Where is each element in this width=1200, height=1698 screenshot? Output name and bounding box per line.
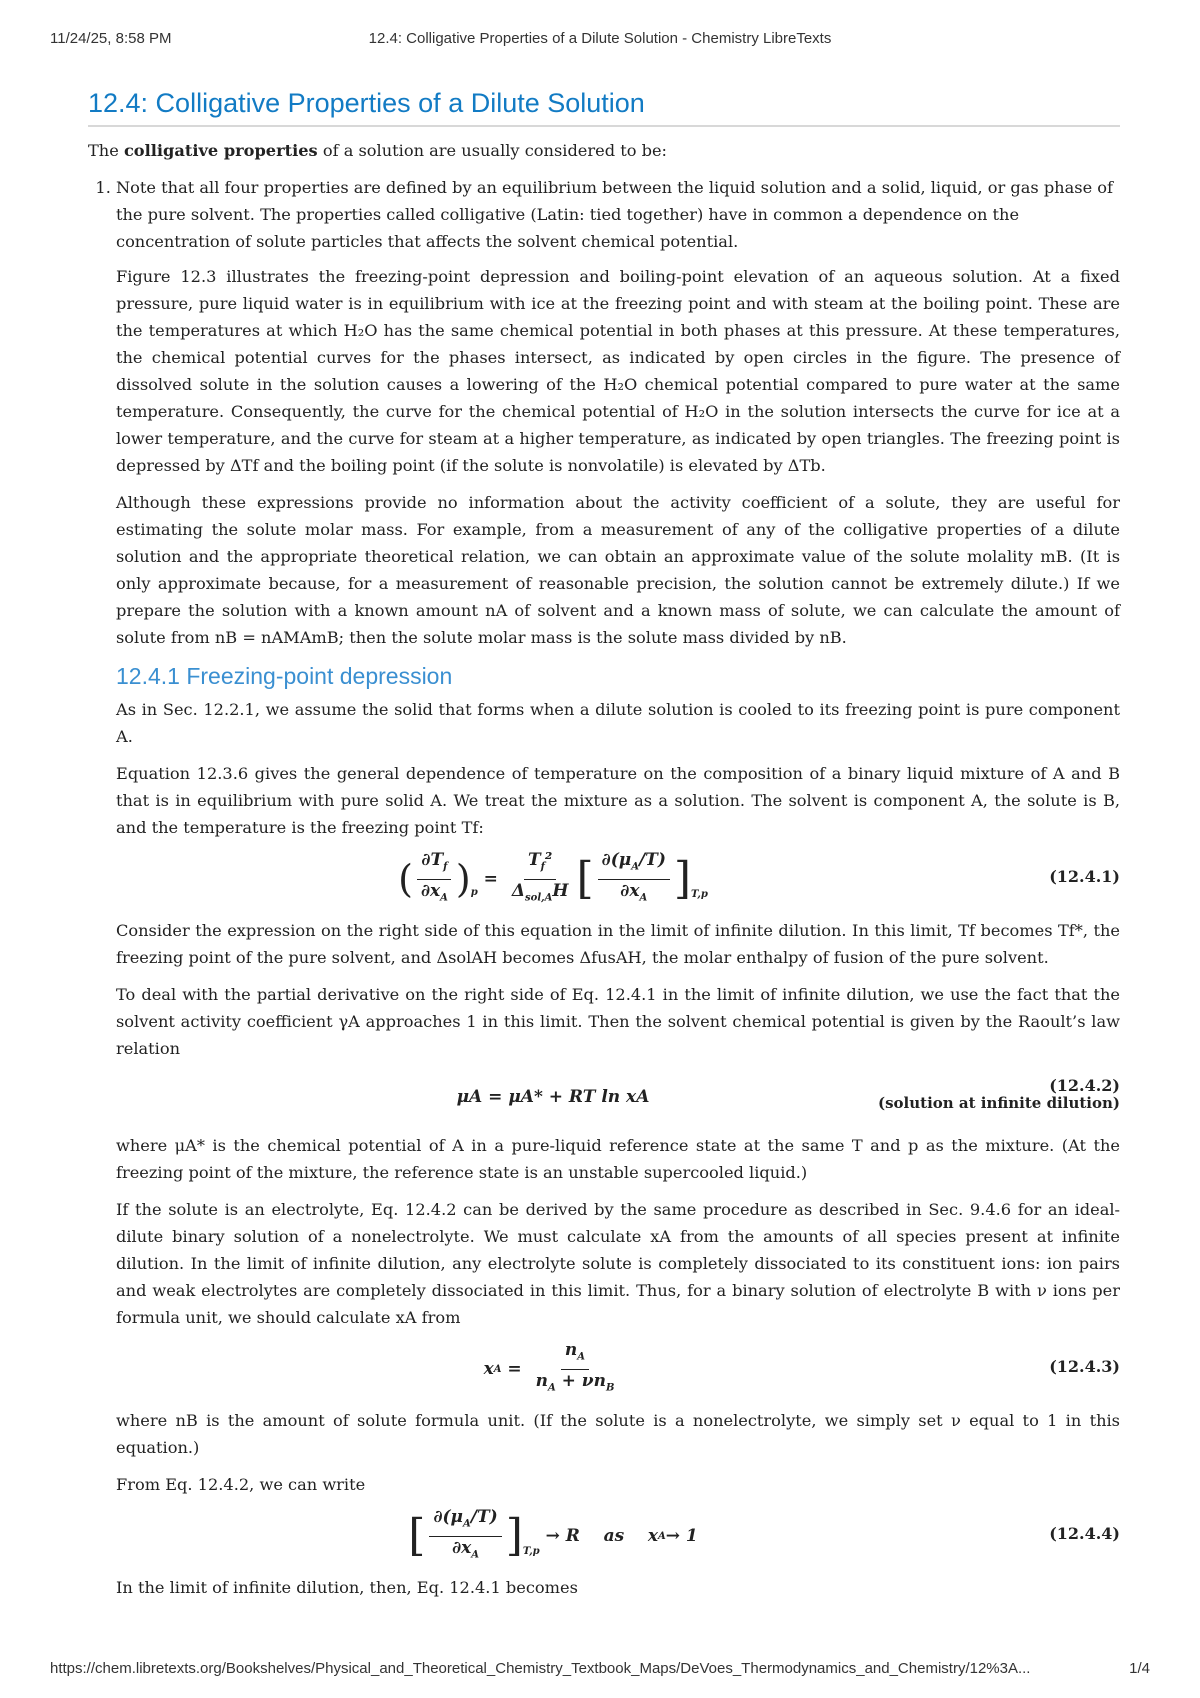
page-title: 12.4: Colligative Properties of a Dilute Solution xyxy=(88,88,1120,127)
properties-list xyxy=(88,174,1120,255)
equation-12-4-1 xyxy=(116,851,1120,907)
eq1-intro-paragraph: Equation 12.3.6 gives the general dependence of temperature on the composition of a binary liquid mixture of A and B that is in equilibrium with pure solid A. We treat the mixture as a solution. The solvent is component A, the solute is B, and the temperature is the freezing point Tf: xyxy=(116,764,1120,837)
equation-number: (12.4.3) xyxy=(1049,1357,1120,1376)
section-heading: 12.4.1 Freezing-point depression xyxy=(116,663,453,689)
print-url: https://chem.libretexts.org/Bookshelves/Physical_and_Theoretical_Chemistry_Textbook_Maps/DeVoes_Thermodynamics_and_Chemistry/12%3A... xyxy=(50,1660,1031,1677)
equation-body: [ $\frac{\partial(\mu_A/T)}{\partial x_A}$ ] $_{T,p}$ → R as x A → 1 xyxy=(408,1507,698,1561)
limit-paragraph: In the limit of infinite dilution, then, Eq. 12.4.1 becomes xyxy=(116,1578,578,1597)
equation-12-4-2 xyxy=(116,1072,1120,1122)
molar-mass-paragraph: Although these expressions provide no information about the activity coefficient of a solute, they are useful for estimating the solute molar mass. For example, from a measurement of any of the colligative properties of a dilute solution and the appropriate theoretical relation, we can obtain an approximate value of the solute molality mB. (It is only approximate because, for a measurement of reasonable precision, the solution cannot be extremely dilute.) If we prepare the solution with a known amount nA of solvent and a known mass of solute, we can calculate the amount of solute from nB = nAMAmB; then the solute molar mass is the solute mass divided by nB. xyxy=(116,493,1120,647)
equation-12-4-4 xyxy=(116,1508,1120,1564)
consider-paragraph: Consider the expression on the right side of this equation in the limit of infinite dilution. In this limit, Tf becomes Tf*, the freezing point of the pure solvent, and ΔsolAH becomes ΔfusAH, the molar enthalpy of fusion of the pure solvent. xyxy=(116,921,1120,967)
print-datetime: 11/24/25, 8:58 PM xyxy=(50,30,172,47)
list-item: 1. Note that all four properties are defined by an equilibrium between the liquid solution and a solid, liquid, or gas phase of the pure solvent. The properties called colligative (Latin: tied together) have in common a dependence on the concentration of solute particles that affects the solvent chemical potential. xyxy=(116,174,1120,255)
section-paragraph: As in Sec. 12.2.1, we assume the solid that forms when a dilute solution is cooled to its freezing point is pure component A. xyxy=(116,700,1120,746)
article-content xyxy=(88,88,1120,1611)
partial-derivative-paragraph: To deal with the partial derivative on the right side of Eq. 12.4.1 in the limit of infinite dilution, we use the fact that the solvent activity coefficient γA approaches 1 in this limit. Then the solvent chemical potential is given by the Raoult’s law relation xyxy=(116,985,1120,1058)
equation-12-4-3 xyxy=(116,1341,1120,1397)
print-footer xyxy=(50,1660,1150,1680)
electrolyte-paragraph: If the solute is an electrolyte, Eq. 12.4.2 can be derived by the same procedure as described in Sec. 9.4.6 for an ideal-dilute binary solution of a nonelectrolyte. We must calculate xA from the amounts of all species present at infinite dilution. In the limit of infinite dilution, any electrolyte solute is completely dissociated to its constituent ions: ion pairs and weak electrolytes are completely dissociated in this limit. Thus, for a binary solution of electrolyte B with ν ions per formula unit, we should calculate xA from xyxy=(116,1200,1120,1327)
where2-paragraph: where nB is the amount of solute formula unit. (If the solute is a nonelectrolyte, we simply set ν equal to 1 in this equation.) xyxy=(116,1411,1120,1457)
equation-body: x A = $\frac{n_A}{n_A + \nu n_B}$ xyxy=(483,1340,615,1393)
equation-number: (12.4.1) xyxy=(1049,867,1120,886)
equation-body: μA = μA* + RT ln xA xyxy=(456,1087,650,1107)
equation-number: (12.4.4) xyxy=(1049,1524,1120,1543)
from-paragraph: From Eq. 12.4.2, we can write xyxy=(116,1475,366,1494)
colligative-term: colligative properties xyxy=(123,141,318,160)
intro-paragraph: The colligative properties of a solution are usually considered to be: xyxy=(88,141,667,160)
equation-body: ( $\frac{\partial T_f}{\partial x_A}$ ) $_p$ = $\frac{T_f^2}{\Delta_{sol,A}H}$ [ $\frac{\partial(\mu_A/T)}{\partial x_A}$ ] $_{T,p}$ xyxy=(398,850,708,904)
figure-paragraph: Figure 12.3 illustrates the freezing-point depression and boiling-point elevation of an aqueous solution. At a fixed pressure, pure liquid water is in equilibrium with ice at the freezing point and with steam at the boiling point. These are the temperatures at which H₂O has the same chemical potential in both phases at this pressure. At these temperatures, the chemical potential curves for the phases intersect, as indicated by open circles in the figure. The presence of dissolved solute in the solution causes a lowering of the H₂O chemical potential compared to pure water at the same temperature. Consequently, the curve for the chemical potential of H₂O in the solution intersects the curve for ice at a lower temperature, and the curve for steam at a higher temperature, as indicated by open triangles. The freezing point is depressed by ΔTf and the boiling point (if the solute is nonvolatile) is elevated by ΔTb. xyxy=(116,267,1120,475)
equation-number: (12.4.2) xyxy=(1049,1076,1120,1095)
page-number: 1/4 xyxy=(1129,1660,1150,1677)
where-paragraph: where μA* is the chemical potential of A in a pure-liquid reference state at the same T and p as the mixture. (At the freezing point of the mixture, the reference state is an unstable supercooled liquid.) xyxy=(116,1136,1120,1182)
print-doc-title: 12.4: Colligative Properties of a Dilute Solution - Chemistry LibreTexts xyxy=(368,30,832,47)
equation-condition: (solution at infinite dilution) xyxy=(877,1094,1120,1112)
print-header xyxy=(50,30,1150,50)
